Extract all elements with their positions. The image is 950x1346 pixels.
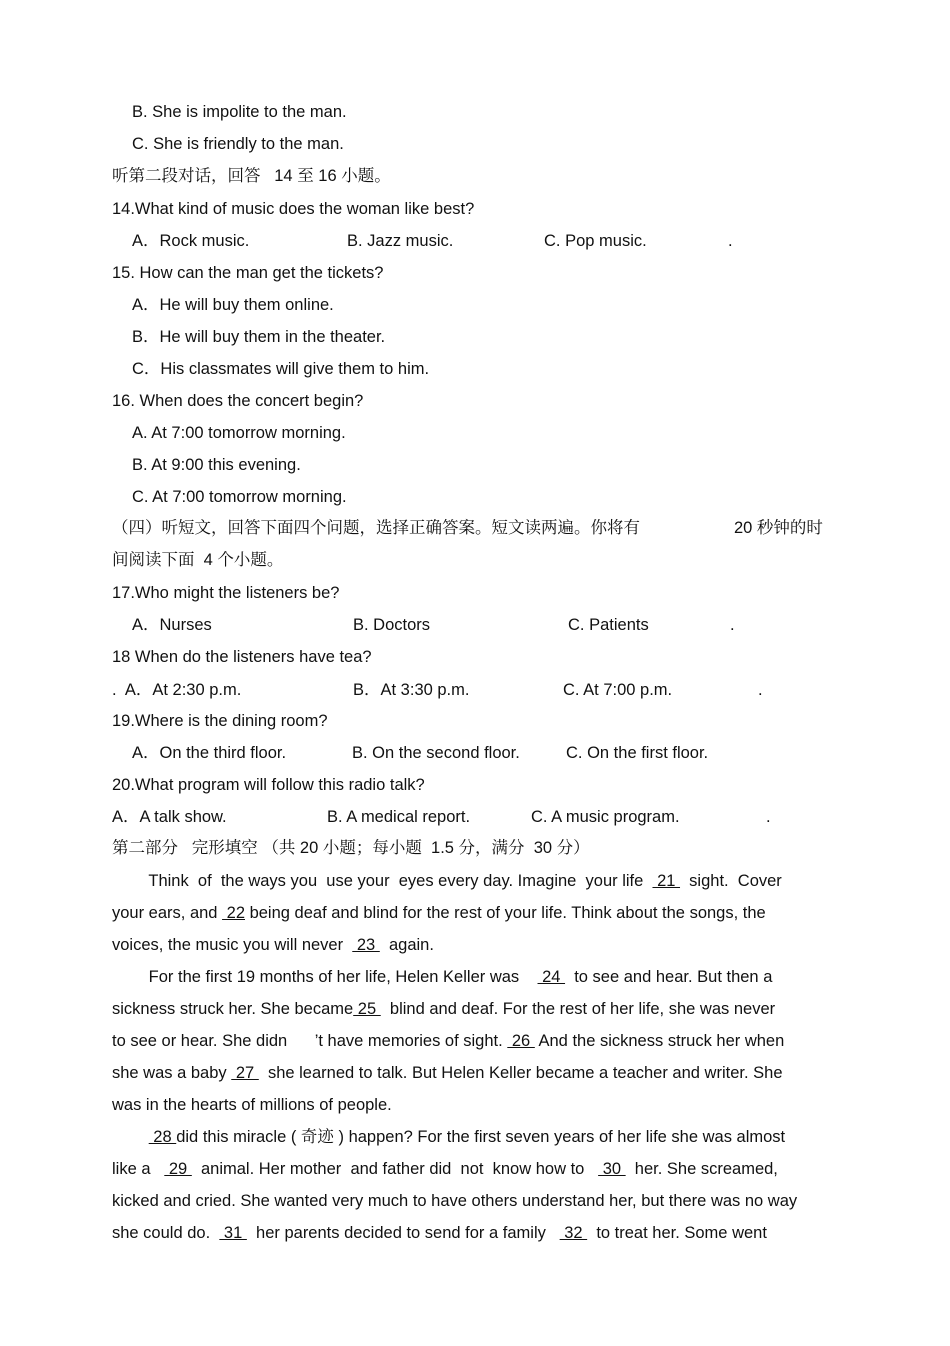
question-18: 18 When do the listeners have tea?: [112, 648, 372, 666]
passage-line: she was a baby 27 she learned to talk. But Helen Keller became a teacher and writer. She: [112, 1064, 783, 1082]
q14-trailing-dot: .: [728, 232, 733, 250]
blank-29: 29: [164, 1160, 192, 1178]
passage-line: like a 29 animal. Her mother and father did not know how to 30 her. She screamed,: [112, 1160, 778, 1178]
q20-trailing-dot: .: [766, 808, 771, 826]
part-2-heading: 第二部分 完形填空 （共 20 小题；每小题 1.5 分，满分 30 分）: [112, 839, 590, 857]
question-20: 20.What program will follow this radio talk?: [112, 776, 425, 794]
blank-30: 30: [598, 1160, 626, 1178]
passage-line: sickness struck her. She became 25 blind and deaf. For the rest of her life, she was never: [112, 1000, 776, 1018]
q14-option-b: B. Jazz music.: [347, 232, 454, 250]
question-15: 15. How can the man get the tickets?: [112, 264, 384, 282]
q19-option-b: B. On the second floor.: [352, 744, 520, 762]
blank-32: 32: [559, 1224, 588, 1242]
blank-27: 27: [231, 1064, 259, 1082]
q18-option-b: B．At 3:30 p.m.: [353, 681, 470, 699]
q16-option-a: A. At 7:00 tomorrow morning.: [132, 424, 346, 442]
passage-line: she could do. 31 her parents decided to send for a family 32 to treat her. Some went: [112, 1224, 767, 1242]
question-17: 17.Who might the listeners be?: [112, 584, 340, 602]
q13-option-b: B. She is impolite to the man.: [132, 103, 347, 121]
section-4-instruction-time: 20 秒钟的时: [734, 519, 823, 537]
q20-option-b: B. A medical report.: [327, 808, 471, 826]
q15-option-b: B．He will buy them in the theater.: [132, 328, 386, 346]
passage-line: Think of the ways you use your eyes every day. Imagine your life 21 sight. Cover: [112, 872, 782, 890]
question-14: 14.What kind of music does the woman like best?: [112, 200, 475, 218]
passage-line: For the first 19 months of her life, Helen Keller was 24 to see and hear. But then a: [112, 968, 773, 986]
blank-22: 22: [222, 904, 245, 922]
q20-option-a: A．A talk show.: [112, 808, 227, 826]
section-4-instruction: （四）听短文，回答下面四个问题，选择正确答案。短文读两遍。你将有: [112, 519, 640, 537]
passage-line: your ears, and 22 being deaf and blind for the rest of your life. Think about the songs, the: [112, 904, 766, 922]
cloze-passage: [112, 865, 858, 1249]
blank-31: 31: [219, 1224, 247, 1242]
passage-line: was in the hearts of millions of people.: [112, 1096, 392, 1114]
passage-line: voices, the music you will never 23 again.: [112, 936, 434, 954]
q15-option-c: C．His classmates will give them to him.: [132, 360, 430, 378]
q18-option-c: C. At 7:00 p.m.: [563, 681, 673, 699]
q20-option-c: C. A music program.: [531, 808, 680, 826]
blank-23: 23: [352, 936, 380, 954]
passage-line: kicked and cried. She wanted very much to have others understand her, but there was no way: [112, 1192, 798, 1210]
q18-option-a: . A．At 2:30 p.m.: [112, 681, 242, 699]
q15-option-a: A．He will buy them online.: [132, 296, 334, 314]
q14-option-c: C. Pop music.: [544, 232, 647, 250]
blank-21: 21: [652, 872, 681, 890]
q19-option-a: A．On the third floor.: [132, 744, 287, 762]
q17-option-a: A．Nurses: [132, 616, 212, 634]
section-4-instruction-cont: 间阅读下面 4 个小题。: [112, 551, 284, 569]
q17-trailing-dot: .: [730, 616, 735, 634]
q14-option-a: A．Rock music.: [132, 232, 250, 250]
q13-option-c: C. She is friendly to the man.: [132, 135, 344, 153]
blank-25: 25: [353, 1000, 381, 1018]
question-19: 19.Where is the dining room?: [112, 712, 328, 730]
passage-line: 28 did this miracle ( 奇迹 ) happen? For the first seven years of her life she was almost: [148, 1128, 786, 1146]
q16-option-c: C. At 7:00 tomorrow morning.: [132, 488, 347, 506]
question-16: 16. When does the concert begin?: [112, 392, 364, 410]
q17-option-b: B. Doctors: [353, 616, 431, 634]
blank-26: 26: [507, 1032, 535, 1050]
q16-option-b: B. At 9:00 this evening.: [132, 456, 301, 474]
q17-option-c: C. Patients: [568, 616, 649, 634]
passage-line: to see or hear. She didn ’t have memories of sight. 26 And the sickness struck her when: [112, 1032, 785, 1050]
blank-24: 24: [537, 968, 566, 986]
q18-trailing-dot: .: [758, 681, 763, 699]
section-2-instruction: 听第二段对话，回答 14 至 16 小题。: [112, 167, 391, 185]
blank-28: 28: [148, 1128, 177, 1146]
q19-option-c: C. On the first floor.: [566, 744, 709, 762]
